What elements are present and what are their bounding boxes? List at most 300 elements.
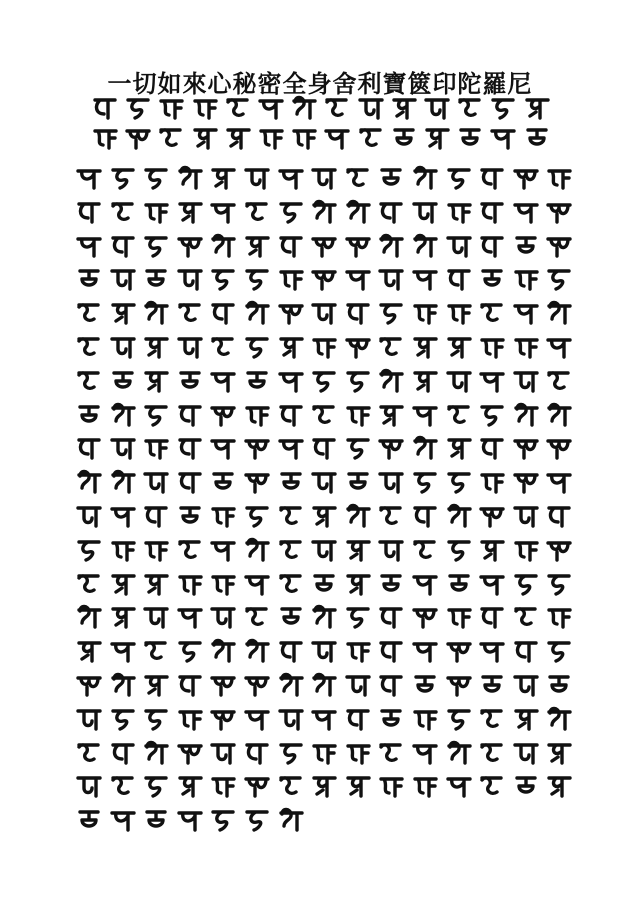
siddham-syllable xyxy=(278,603,304,629)
siddham-syllable xyxy=(546,232,572,258)
siddham-syllable xyxy=(210,806,236,832)
siddham-syllable xyxy=(311,637,337,663)
siddham-syllable xyxy=(513,739,539,765)
siddham-syllable xyxy=(110,232,136,258)
siddham-syllable xyxy=(76,570,102,596)
siddham-syllable xyxy=(244,434,270,460)
siddham-syllable xyxy=(143,772,169,798)
siddham-syllable xyxy=(110,536,136,562)
siddham-syllable xyxy=(479,705,505,731)
siddham-syllable xyxy=(177,333,203,359)
siddham-syllable xyxy=(513,434,539,460)
siddham-syllable xyxy=(278,401,304,427)
siddham-syllable xyxy=(412,671,438,697)
siddham-syllable xyxy=(177,603,203,629)
siddham-syllable xyxy=(513,367,539,393)
siddham-syllable xyxy=(278,468,304,494)
siddham-syllable xyxy=(479,570,505,596)
siddham-syllable xyxy=(378,570,404,596)
siddham-syllable xyxy=(546,637,572,663)
siddham-syllable xyxy=(490,124,516,150)
siddham-syllable xyxy=(345,603,371,629)
siddham-syllable xyxy=(210,401,236,427)
siddham-syllable xyxy=(378,401,404,427)
siddham-syllable xyxy=(76,705,102,731)
siddham-syllable xyxy=(446,671,472,697)
siddham-syllable xyxy=(76,806,102,832)
body-syllable-row xyxy=(0,333,640,363)
siddham-syllable xyxy=(278,198,304,224)
siddham-syllable xyxy=(479,536,505,562)
siddham-syllable xyxy=(378,739,404,765)
siddham-syllable xyxy=(345,434,371,460)
siddham-syllable xyxy=(177,198,203,224)
siddham-syllable xyxy=(177,367,203,393)
siddham-syllable xyxy=(546,536,572,562)
body-syllable-row xyxy=(0,806,640,836)
siddham-syllable xyxy=(424,124,450,150)
siddham-syllable xyxy=(378,367,404,393)
siddham-syllable xyxy=(479,232,505,258)
siddham-syllable xyxy=(345,637,371,663)
siddham-syllable xyxy=(76,772,102,798)
siddham-syllable xyxy=(278,265,304,291)
siddham-syllable xyxy=(278,434,304,460)
siddham-syllable xyxy=(345,570,371,596)
siddham-syllable xyxy=(76,299,102,325)
siddham-syllable xyxy=(546,434,572,460)
siddham-syllable xyxy=(490,94,516,120)
siddham-syllable xyxy=(324,124,350,150)
siddham-syllable xyxy=(424,94,450,120)
siddham-syllable xyxy=(378,299,404,325)
siddham-syllable xyxy=(378,772,404,798)
siddham-syllable xyxy=(345,536,371,562)
siddham-syllable xyxy=(110,705,136,731)
siddham-syllable xyxy=(244,299,270,325)
siddham-syllable xyxy=(76,265,102,291)
siddham-syllable xyxy=(513,265,539,291)
siddham-syllable xyxy=(345,772,371,798)
siddham-syllable xyxy=(391,124,417,150)
siddham-syllable xyxy=(258,124,284,150)
siddham-syllable xyxy=(76,198,102,224)
siddham-syllable xyxy=(479,367,505,393)
siddham-syllable xyxy=(76,468,102,494)
siddham-syllable xyxy=(76,502,102,528)
siddham-syllable xyxy=(158,94,184,120)
siddham-syllable xyxy=(546,739,572,765)
siddham-syllable xyxy=(546,671,572,697)
siddham-syllable xyxy=(143,536,169,562)
siddham-syllable xyxy=(278,705,304,731)
siddham-syllable xyxy=(513,536,539,562)
siddham-syllable xyxy=(378,536,404,562)
siddham-syllable xyxy=(143,603,169,629)
siddham-syllable xyxy=(412,232,438,258)
siddham-syllable xyxy=(143,265,169,291)
siddham-syllable xyxy=(244,401,270,427)
siddham-syllable xyxy=(479,739,505,765)
siddham-syllable xyxy=(110,772,136,798)
siddham-syllable xyxy=(110,637,136,663)
siddham-syllable xyxy=(524,124,550,150)
siddham-syllable xyxy=(446,434,472,460)
body-syllable-row xyxy=(0,739,640,769)
body-syllable-row xyxy=(0,570,640,600)
siddham-syllable xyxy=(192,94,218,120)
siddham-syllable xyxy=(143,401,169,427)
siddham-syllable xyxy=(311,502,337,528)
body-syllable-row xyxy=(0,502,640,532)
siddham-syllable xyxy=(278,164,304,190)
siddham-syllable xyxy=(244,232,270,258)
siddham-syllable xyxy=(546,299,572,325)
siddham-syllable xyxy=(278,570,304,596)
siddham-syllable xyxy=(345,265,371,291)
siddham-syllable xyxy=(513,705,539,731)
siddham-syllable xyxy=(244,333,270,359)
siddham-syllable xyxy=(210,570,236,596)
siddham-syllable xyxy=(76,434,102,460)
siddham-syllable xyxy=(345,671,371,697)
siddham-syllable xyxy=(513,468,539,494)
siddham-syllable xyxy=(345,333,371,359)
siddham-syllable xyxy=(378,468,404,494)
siddham-syllable xyxy=(479,671,505,697)
siddham-syllable xyxy=(110,570,136,596)
siddham-syllable xyxy=(412,603,438,629)
siddham-syllable xyxy=(278,333,304,359)
siddham-syllable xyxy=(446,198,472,224)
siddham-syllable xyxy=(143,367,169,393)
siddham-syllable xyxy=(76,637,102,663)
body-syllable-row xyxy=(0,367,640,397)
siddham-syllable xyxy=(412,265,438,291)
siddham-syllable xyxy=(143,198,169,224)
siddham-syllable xyxy=(210,637,236,663)
siddham-syllable xyxy=(378,434,404,460)
siddham-syllable xyxy=(546,468,572,494)
siddham-syllable xyxy=(278,299,304,325)
body-syllable-row xyxy=(0,671,640,701)
siddham-syllable xyxy=(412,637,438,663)
siddham-syllable xyxy=(345,468,371,494)
siddham-syllable xyxy=(446,705,472,731)
siddham-syllable xyxy=(210,367,236,393)
siddham-syllable xyxy=(244,637,270,663)
siddham-syllable xyxy=(210,198,236,224)
siddham-syllable xyxy=(244,536,270,562)
siddham-syllable xyxy=(378,333,404,359)
siddham-syllable xyxy=(479,333,505,359)
siddham-syllable xyxy=(210,502,236,528)
siddham-syllable xyxy=(76,333,102,359)
siddham-syllable xyxy=(177,772,203,798)
siddham-syllable xyxy=(278,671,304,697)
siddham-syllable xyxy=(244,367,270,393)
siddham-syllable xyxy=(210,603,236,629)
siddham-syllable xyxy=(76,401,102,427)
siddham-syllable xyxy=(244,468,270,494)
siddham-syllable xyxy=(479,772,505,798)
siddham-syllable xyxy=(311,198,337,224)
siddham-syllable xyxy=(177,401,203,427)
siddham-syllable xyxy=(446,536,472,562)
body-syllable-row xyxy=(0,164,640,194)
siddham-syllable xyxy=(244,603,270,629)
siddham-syllable xyxy=(446,468,472,494)
siddham-syllable xyxy=(412,705,438,731)
body-syllable-row xyxy=(0,434,640,464)
siddham-syllable xyxy=(143,333,169,359)
siddham-syllable xyxy=(546,570,572,596)
body-syllable-row xyxy=(0,401,640,431)
siddham-syllable xyxy=(546,502,572,528)
siddham-syllable xyxy=(143,434,169,460)
siddham-syllable xyxy=(76,739,102,765)
siddham-syllable xyxy=(311,265,337,291)
siddham-syllable xyxy=(311,705,337,731)
siddham-syllable xyxy=(143,570,169,596)
body-syllable-row xyxy=(0,198,640,228)
siddham-syllable xyxy=(546,198,572,224)
siddham-syllable xyxy=(479,468,505,494)
body-syllable-row xyxy=(0,468,640,498)
siddham-syllable xyxy=(446,232,472,258)
siddham-syllable xyxy=(513,570,539,596)
siddham-syllable xyxy=(244,164,270,190)
siddham-syllable xyxy=(177,705,203,731)
siddham-syllable xyxy=(378,637,404,663)
siddham-syllable xyxy=(446,637,472,663)
siddham-syllable xyxy=(244,671,270,697)
siddham-syllable xyxy=(412,570,438,596)
siddham-syllable xyxy=(412,502,438,528)
siddham-syllable xyxy=(479,434,505,460)
siddham-syllable xyxy=(291,124,317,150)
siddham-syllable xyxy=(446,299,472,325)
siddham-syllable xyxy=(412,164,438,190)
siddham-syllable xyxy=(177,265,203,291)
siddham-syllable xyxy=(177,806,203,832)
siddham-syllable xyxy=(192,124,218,150)
siddham-syllable xyxy=(278,806,304,832)
siddham-syllable xyxy=(378,705,404,731)
siddham-syllable xyxy=(143,671,169,697)
siddham-syllable xyxy=(210,772,236,798)
siddham-syllable xyxy=(110,603,136,629)
siddham-syllable xyxy=(177,434,203,460)
siddham-syllable xyxy=(143,299,169,325)
siddham-syllable xyxy=(143,637,169,663)
siddham-syllable xyxy=(345,502,371,528)
siddham-syllable xyxy=(412,772,438,798)
siddham-syllable xyxy=(110,367,136,393)
siddham-syllable xyxy=(278,502,304,528)
siddham-syllable xyxy=(446,367,472,393)
siddham-syllable xyxy=(76,603,102,629)
siddham-syllable xyxy=(513,401,539,427)
siddham-syllable xyxy=(412,333,438,359)
siddham-syllable xyxy=(446,265,472,291)
siddham-syllable xyxy=(479,603,505,629)
siddham-syllable xyxy=(412,739,438,765)
siddham-syllable xyxy=(513,603,539,629)
siddham-syllable xyxy=(177,671,203,697)
header-syllable-row xyxy=(0,94,640,124)
siddham-syllable xyxy=(110,434,136,460)
body-syllable-row xyxy=(0,772,640,802)
siddham-syllable xyxy=(311,671,337,697)
siddham-syllable xyxy=(291,94,317,120)
siddham-syllable xyxy=(446,603,472,629)
siddham-syllable xyxy=(311,468,337,494)
siddham-syllable xyxy=(412,468,438,494)
siddham-syllable xyxy=(110,671,136,697)
siddham-syllable xyxy=(479,299,505,325)
siddham-syllable xyxy=(546,333,572,359)
siddham-syllable xyxy=(446,739,472,765)
siddham-syllable xyxy=(244,265,270,291)
siddham-syllable xyxy=(513,671,539,697)
siddham-syllable xyxy=(324,94,350,120)
siddham-syllable xyxy=(311,772,337,798)
siddham-syllable xyxy=(311,401,337,427)
siddham-syllable xyxy=(345,232,371,258)
siddham-syllable xyxy=(412,401,438,427)
siddham-syllable xyxy=(457,94,483,120)
siddham-syllable xyxy=(177,739,203,765)
body-syllable-row xyxy=(0,536,640,566)
siddham-syllable xyxy=(311,739,337,765)
siddham-syllable xyxy=(513,232,539,258)
siddham-syllable xyxy=(345,164,371,190)
siddham-syllable xyxy=(125,124,151,150)
siddham-syllable xyxy=(110,468,136,494)
body-syllable-row xyxy=(0,637,640,667)
siddham-syllable xyxy=(311,536,337,562)
siddham-syllable xyxy=(546,772,572,798)
body-syllable-row xyxy=(0,299,640,329)
siddham-syllable xyxy=(177,299,203,325)
siddham-syllable xyxy=(479,637,505,663)
siddham-syllable xyxy=(513,772,539,798)
body-syllable-row xyxy=(0,265,640,295)
siddham-syllable xyxy=(412,536,438,562)
siddham-syllable xyxy=(345,367,371,393)
siddham-syllable xyxy=(479,265,505,291)
siddham-syllable xyxy=(378,164,404,190)
siddham-syllable xyxy=(210,705,236,731)
siddham-syllable xyxy=(110,806,136,832)
siddham-syllable xyxy=(177,232,203,258)
siddham-syllable xyxy=(358,124,384,150)
siddham-syllable xyxy=(210,536,236,562)
siddham-syllable xyxy=(479,401,505,427)
siddham-syllable xyxy=(311,603,337,629)
siddham-syllable xyxy=(378,603,404,629)
siddham-syllable xyxy=(244,198,270,224)
siddham-syllable xyxy=(258,94,284,120)
siddham-syllable xyxy=(524,94,550,120)
siddham-syllable xyxy=(278,367,304,393)
siddham-syllable xyxy=(378,198,404,224)
siddham-syllable xyxy=(225,94,251,120)
siddham-syllable xyxy=(76,671,102,697)
body-syllable-row xyxy=(0,603,640,633)
siddham-syllable xyxy=(225,124,251,150)
siddham-syllable xyxy=(177,164,203,190)
siddham-syllable xyxy=(244,806,270,832)
siddham-syllable xyxy=(391,94,417,120)
siddham-syllable xyxy=(244,705,270,731)
siddham-syllable xyxy=(210,468,236,494)
siddham-syllable xyxy=(311,164,337,190)
siddham-syllable xyxy=(546,265,572,291)
siddham-syllable xyxy=(210,232,236,258)
siddham-syllable xyxy=(513,333,539,359)
siddham-syllable xyxy=(143,502,169,528)
siddham-syllable xyxy=(345,401,371,427)
siddham-syllable xyxy=(92,94,118,120)
siddham-syllable xyxy=(479,502,505,528)
siddham-syllable xyxy=(513,502,539,528)
siddham-syllable xyxy=(210,739,236,765)
siddham-syllable xyxy=(311,333,337,359)
siddham-syllable xyxy=(345,198,371,224)
siddham-syllable xyxy=(244,502,270,528)
siddham-syllable xyxy=(513,299,539,325)
siddham-syllable xyxy=(110,401,136,427)
siddham-syllable xyxy=(412,434,438,460)
siddham-syllable xyxy=(278,637,304,663)
siddham-syllable xyxy=(177,502,203,528)
siddham-syllable xyxy=(110,502,136,528)
siddham-syllable xyxy=(311,434,337,460)
siddham-syllable xyxy=(345,299,371,325)
siddham-syllable xyxy=(76,232,102,258)
siddham-syllable xyxy=(210,299,236,325)
siddham-syllable xyxy=(311,570,337,596)
siddham-syllable xyxy=(457,124,483,150)
siddham-syllable xyxy=(76,164,102,190)
siddham-syllable xyxy=(358,94,384,120)
header-syllable-row xyxy=(0,124,640,154)
siddham-syllable xyxy=(311,367,337,393)
siddham-syllable xyxy=(143,806,169,832)
siddham-syllable xyxy=(143,739,169,765)
siddham-syllable xyxy=(513,637,539,663)
siddham-syllable xyxy=(143,468,169,494)
siddham-syllable xyxy=(378,265,404,291)
siddham-syllable xyxy=(110,164,136,190)
siddham-syllable xyxy=(110,333,136,359)
siddham-syllable xyxy=(479,198,505,224)
siddham-syllable xyxy=(446,164,472,190)
siddham-syllable xyxy=(110,265,136,291)
siddham-syllable xyxy=(479,164,505,190)
siddham-syllable xyxy=(345,739,371,765)
siddham-syllable xyxy=(546,164,572,190)
siddham-syllable xyxy=(412,198,438,224)
siddham-syllable xyxy=(412,367,438,393)
body-syllable-row xyxy=(0,705,640,735)
siddham-syllable xyxy=(378,232,404,258)
siddham-syllable xyxy=(446,333,472,359)
siddham-syllable xyxy=(412,299,438,325)
siddham-syllable xyxy=(110,198,136,224)
